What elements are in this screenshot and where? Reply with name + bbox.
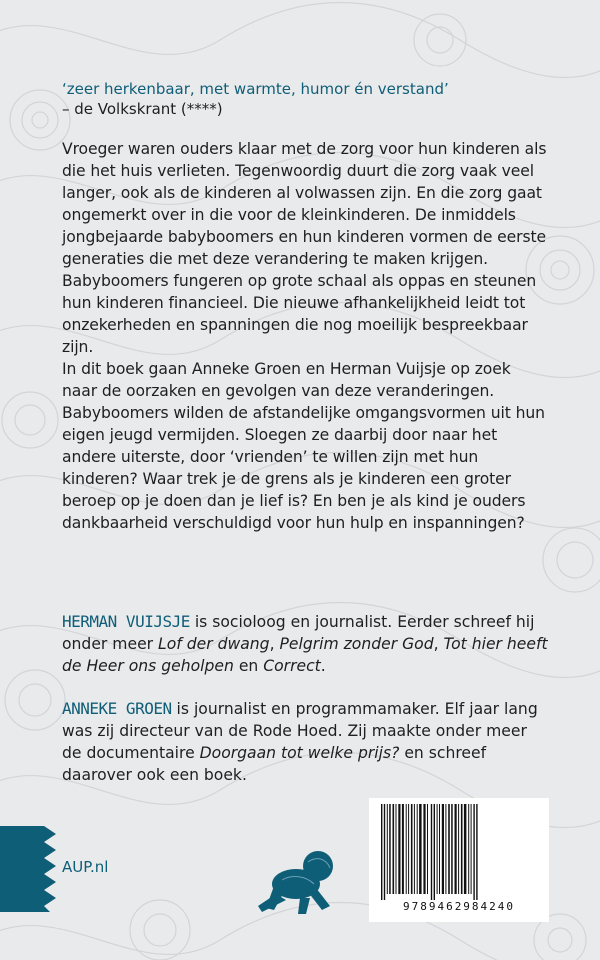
barcode-bar [408,804,409,894]
barcode-bar [431,804,432,900]
barcode-bar [417,804,418,894]
author-bio-anneke [62,698,548,786]
isbn-number: 9789462984240 [402,900,516,913]
barcode-bar [396,804,397,894]
blurb-paragraph-2: In dit boek gaan Anneke Groen en Herman Vuijsje op zoek naar de oorzaken en gevolgen van deze veranderingen. Babyboomers wilden de afstandelijke omgangsvormen uit hun eigen jeugd vermijden. Sloegen ze daarbij door naar het andere uiterste, door ‘vrienden’ te willen zijn met hun kinderen? Waar trek je de grens als je kinderen een groter beroep op je doen dan je lief is? En ben je als kind je ouders dankbaarheid verschuldigd voor hun hulp en inspanningen? [62,360,545,532]
bio-text: is socioloog en journalist. Eerder schreef hij onder meer [62,613,535,653]
publisher-url: AUP.nl [62,858,109,876]
publisher-tab-mark [0,826,56,912]
barcode-bar [393,804,395,894]
quote-text: ‘zeer herkenbaar, met warmte, humor én verstand’ [62,80,449,98]
barcode-bar [414,804,415,894]
bio-text-end: . [320,657,326,675]
barcode-bar [402,804,404,894]
barcode-bar [387,804,388,894]
barcode-bars [377,804,541,900]
barcode-bar [384,804,385,900]
bio-separator: , [433,635,444,653]
barcode-bar [455,804,457,894]
bio-separator: en [233,657,264,675]
barcode-bar [389,804,391,894]
book-title: Correct [263,657,321,675]
author-bio-herman [62,611,548,677]
barcode-bar [448,804,450,894]
blurb-paragraph-1: Vroeger waren ouders klaar met de zorg voor hun kinderen als die het huis verlieten. Tegenwoordig duurt die zorg vaak veel langer, ook als de kinderen al volwassen zijn. En die zorg gaat ongemerkt over in die voor de kleinkinderen. De inmiddels jongbejaarde babyboomers en hun kinderen vormen de eerste generaties die met deze verandering te maken krijgen. Babyboomers fungeren op grote schaal als oppas en steunen hun kinderen financieel. Die nieuwe afhankelijkheid leidt tot onzekerheden en spanningen die nog moeilijk bespreekbaar zijn. [62,140,547,356]
barcode-bar [473,804,474,900]
barcode-bar [442,804,444,894]
book-title: Pelgrim zonder God [279,635,434,653]
barcode-bar [445,804,446,894]
bio-separator: , [269,635,280,653]
barcode-bar [423,804,425,894]
documentary-title: Doorgaan tot welke prijs? [199,744,400,762]
barcode [369,798,549,922]
barcode-bar [471,804,472,894]
book-title: Lof der dwang [158,635,270,653]
barcode-bar [434,804,435,900]
barcode-bar [398,804,400,894]
press-quote [62,79,542,119]
book-title: Tot hier heeft de Heer ons geholpen [62,635,548,675]
barcode-bar [464,804,467,894]
barcode-bar [427,804,428,894]
crawling-baby-illustration [252,848,352,916]
barcode-bar [419,804,422,894]
barcode-bar [381,804,382,900]
quote-source: – de Volkskrant (****) [62,100,223,118]
barcode-bar [437,804,438,894]
bio-text-end: en schreef daarover ook een boek. [62,744,487,784]
barcode-bar [458,804,459,894]
barcode-bar [461,804,463,894]
barcode-bar [451,804,453,894]
barcode-bar [411,804,413,894]
blurb [62,138,548,534]
author-name-herman: HERMAN VUIJSJE [62,612,190,631]
bio-text: is journalist en programmamaker. Elf jaar lang was zij directeur van de Rode Hoed. Zij maakte onder meer de documentaire [62,700,538,762]
barcode-bar [476,804,477,900]
barcode-bar [439,804,440,894]
barcode-bar [406,804,407,894]
author-name-anneke: ANNEKE GROEN [62,699,172,718]
barcode-bar [468,804,469,894]
